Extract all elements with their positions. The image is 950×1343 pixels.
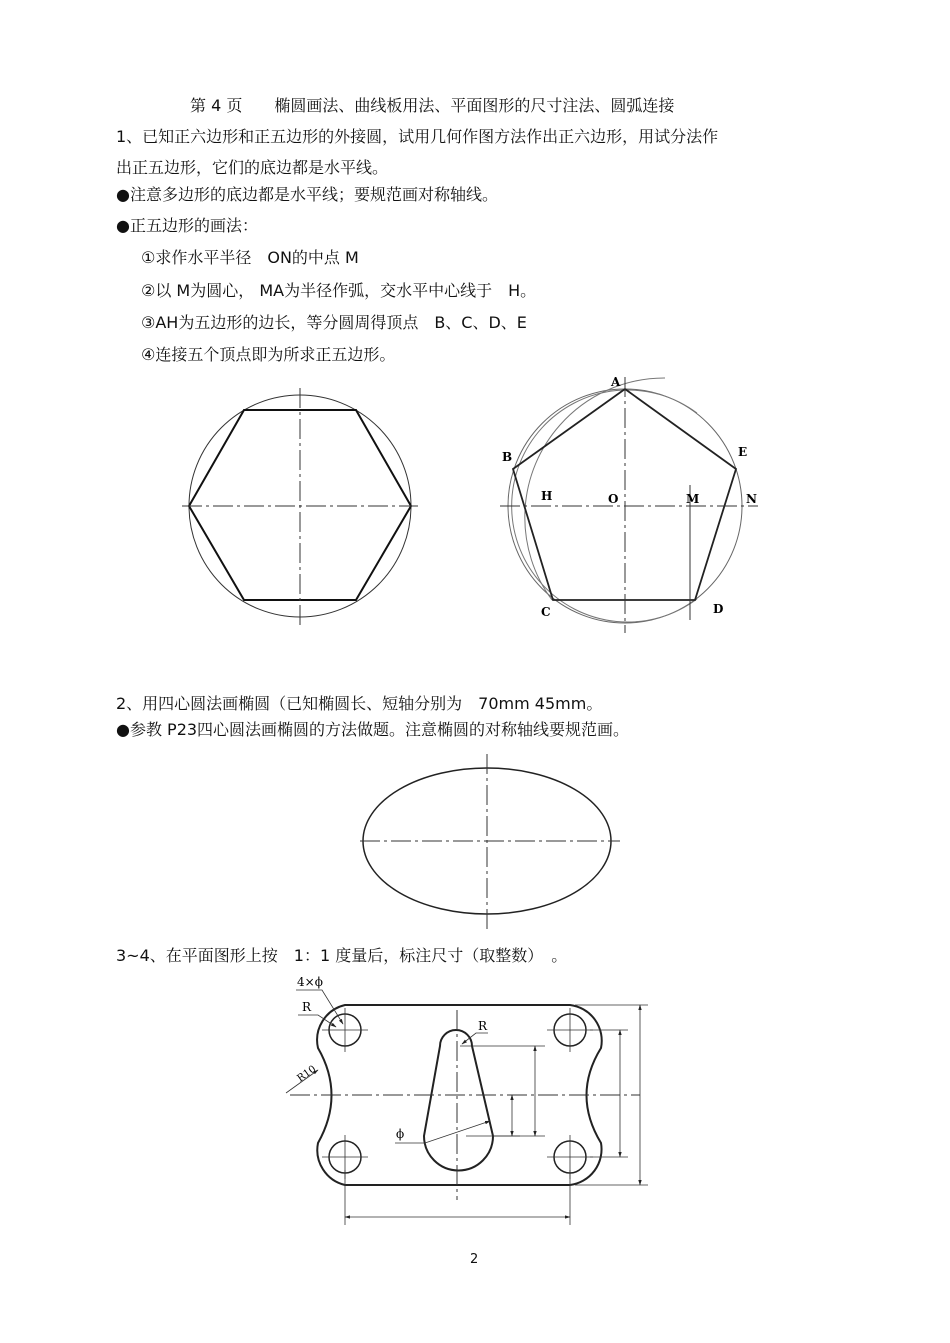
phi-leader xyxy=(395,1121,490,1143)
label-r-corner: R xyxy=(302,1000,312,1014)
label-d: D xyxy=(713,602,724,616)
problem-3-4-line: 3~4、在平面图形上按 1：1 度量后，标注尺寸（取整数） 。 xyxy=(116,946,568,965)
note-ellipse-method: ●参教 P23四心圆法画椭圆的方法做题。注意椭圆的对称轴线要规范画。 xyxy=(116,720,630,739)
label-e: E xyxy=(738,445,748,459)
page-number: 2 xyxy=(470,1252,479,1267)
label-r-slot: R xyxy=(478,1019,488,1033)
label-b: B xyxy=(502,450,513,464)
label-r10: R10 xyxy=(295,1063,319,1085)
pentagon-step-3: ③AH为五边形的边长，等分圆周得顶点 B、C、D、E xyxy=(141,313,527,332)
pentagon-step-2: ②以 M为圆心， MA为半径作弧，交水平中心线于 H。 xyxy=(141,281,537,300)
label-phi: ϕ xyxy=(396,1127,405,1141)
page-title: 第 4 页 椭圆画法、曲线板用法、平面图形的尺寸注法、圆弧连接 xyxy=(190,96,675,115)
slot-outline xyxy=(424,1030,493,1170)
pentagon-step-4: ④连接五个顶点即为所求正五边形。 xyxy=(141,345,396,364)
note-pentagon-method: ●正五边形的画法： xyxy=(116,216,258,235)
label-c: C xyxy=(541,605,551,619)
hexagon-figure xyxy=(180,385,420,630)
problem-1-line-2: 出正五边形，它们的底边都是水平线。 xyxy=(116,158,389,177)
label-m: M xyxy=(686,492,700,506)
pentagon-step-1: ①求作水平半径 ON的中点 M xyxy=(141,248,359,267)
label-n: N xyxy=(746,492,757,506)
pentagon-figure xyxy=(495,370,770,645)
label-holes: 4×ϕ xyxy=(297,975,323,989)
note-horizontal-base: ●注意多边形的底边都是水平线；要规范画对称轴线。 xyxy=(116,185,498,204)
problem-1-line-1: 1、已知正六边形和正五边形的外接圆，试用几何作图方法作出正六边形，用试分法作 xyxy=(116,127,719,146)
label-o: O xyxy=(608,492,619,506)
problem-2-line-1: 2、用四心圆法画椭圆（已知椭圆长、短轴分别为 70mm 45mm。 xyxy=(116,694,603,713)
ellipse-figure xyxy=(355,750,625,935)
label-h: H xyxy=(541,489,553,503)
plate-figure xyxy=(280,970,665,1230)
label-a: A xyxy=(611,375,621,389)
